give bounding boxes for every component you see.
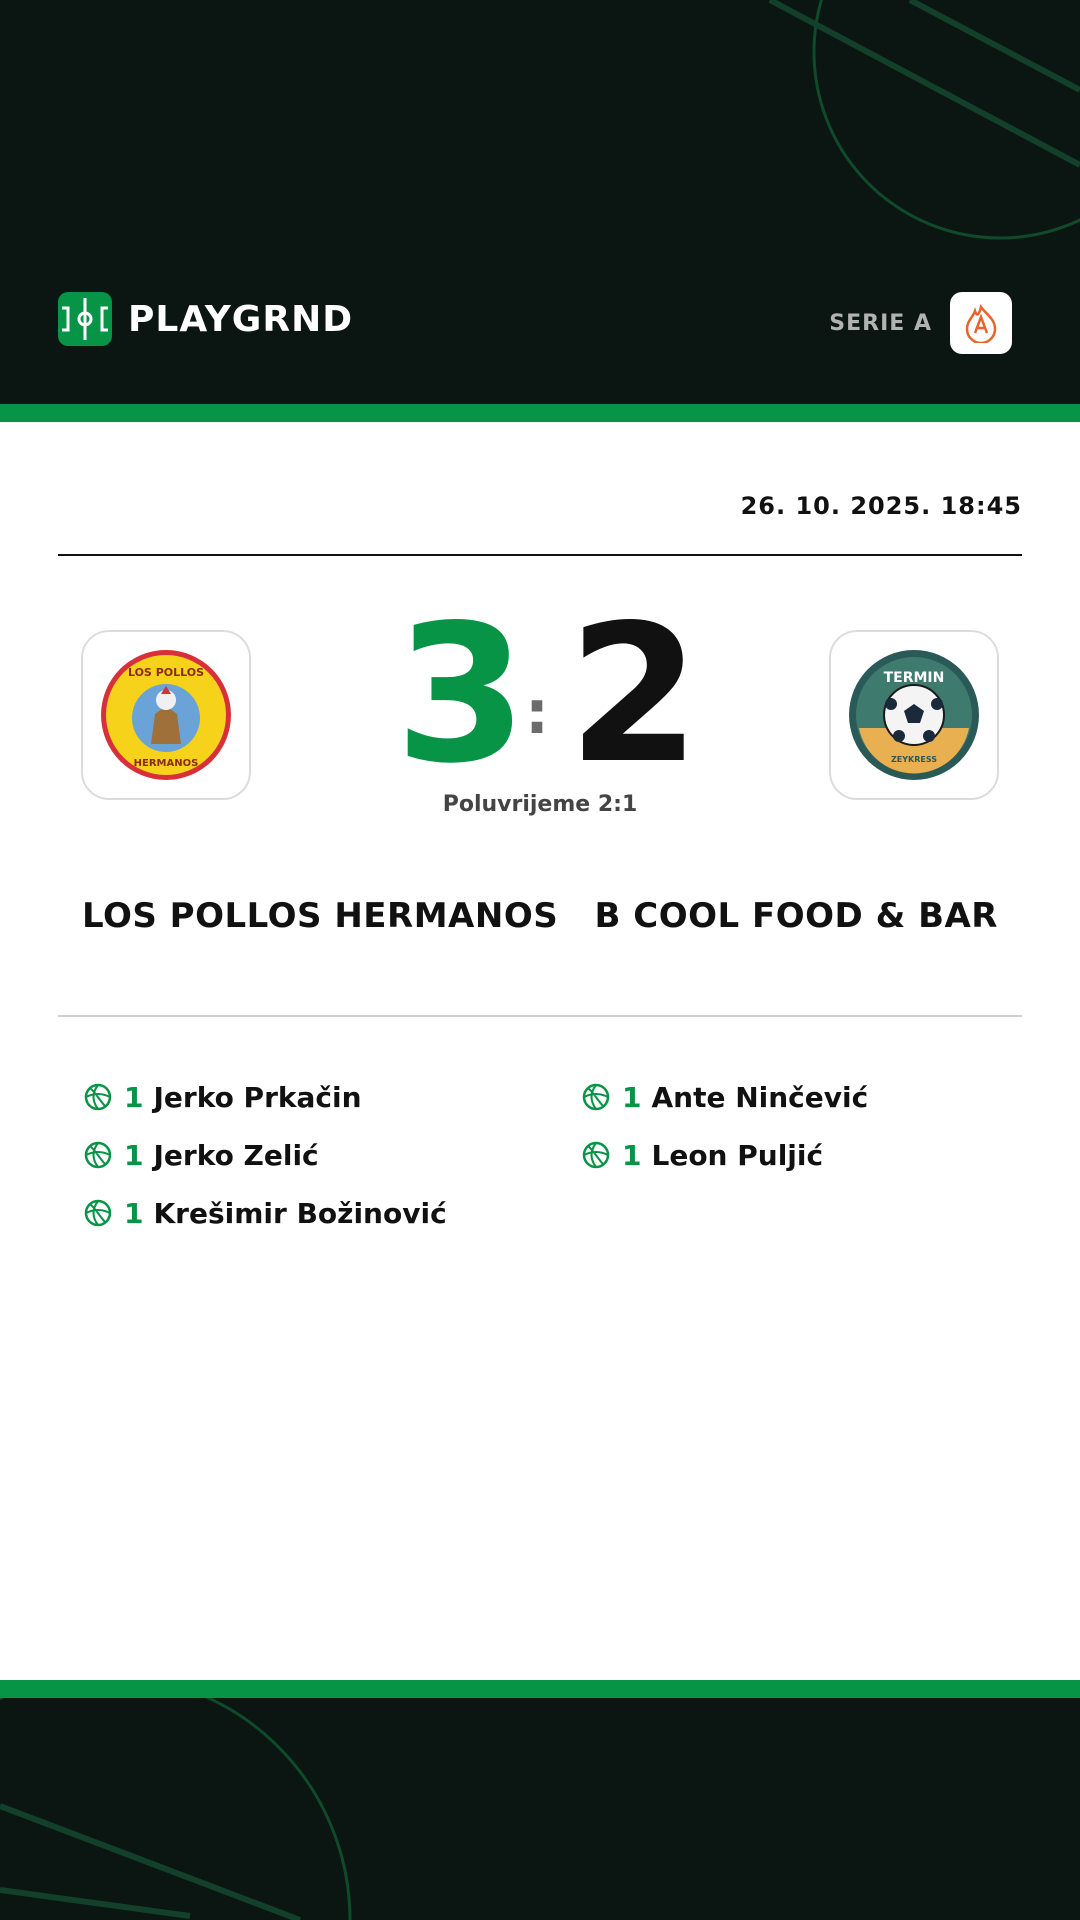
- divider: [58, 554, 1022, 556]
- scorer-goals: 1: [124, 1196, 144, 1230]
- home-team-name: LOS POLLOS HERMANOS: [82, 896, 559, 936]
- soccer-ball-icon: [582, 1083, 610, 1111]
- score-separator: :: [525, 678, 549, 748]
- home-logo-text-bottom: HERMANOS: [133, 758, 199, 769]
- divider: [58, 1015, 1022, 1017]
- soccer-ball-icon: [582, 1141, 610, 1169]
- scorer-item: [84, 1126, 447, 1184]
- pitch-icon: [58, 292, 112, 346]
- scorer-goals: 1: [124, 1080, 144, 1114]
- scorer-name: Ante Ninčević: [651, 1080, 869, 1114]
- away-team-name: B COOL FOOD & BAR: [594, 896, 998, 936]
- pitch-lines-decoration: [0, 1698, 1080, 1920]
- home-score: 3: [395, 584, 528, 805]
- home-logo-text-top: LOS POLLOS: [127, 666, 205, 679]
- scorer-name: Krešimir Božinović: [153, 1196, 447, 1230]
- scorer-item: [84, 1068, 447, 1126]
- league-name: SERIE A: [829, 310, 932, 336]
- scorer-item: [582, 1068, 868, 1126]
- home-scorers-list: [84, 1068, 447, 1242]
- accent-bar-bottom: [0, 1680, 1080, 1698]
- scorer-item: [582, 1126, 868, 1184]
- scorer-item: [84, 1184, 447, 1242]
- soccer-ball-icon: [84, 1083, 112, 1111]
- league: [829, 292, 1012, 354]
- soccer-ball-icon: [84, 1199, 112, 1227]
- soccer-ball-icon: [84, 1141, 112, 1169]
- brand-name: PLAYGRND: [128, 298, 354, 340]
- scorer-goals: 1: [124, 1138, 144, 1172]
- halftime-score: Poluvrijeme 2:1: [442, 792, 638, 817]
- match-datetime: 26. 10. 2025. 18:45: [740, 492, 1022, 520]
- away-score: 2: [568, 584, 701, 805]
- scorer-name: Jerko Prkačin: [153, 1080, 362, 1114]
- away-team-logo: [829, 630, 999, 800]
- footer-banner: [0, 1698, 1080, 1920]
- header-banner: [0, 0, 1080, 404]
- away-scorers-list: [582, 1068, 868, 1184]
- league-logo-icon: [950, 292, 1012, 354]
- brand: [58, 292, 353, 346]
- away-logo-text-top: TERMIN: [883, 670, 945, 686]
- scorer-goals: 1: [622, 1138, 642, 1172]
- home-team-logo: [81, 630, 251, 800]
- scorer-name: Jerko Zelić: [153, 1138, 319, 1172]
- scorer-name: Leon Puljić: [651, 1138, 824, 1172]
- away-logo-text-bottom: ZEYKRESS: [890, 755, 938, 764]
- scorer-goals: 1: [622, 1080, 642, 1114]
- accent-bar-top: [0, 404, 1080, 422]
